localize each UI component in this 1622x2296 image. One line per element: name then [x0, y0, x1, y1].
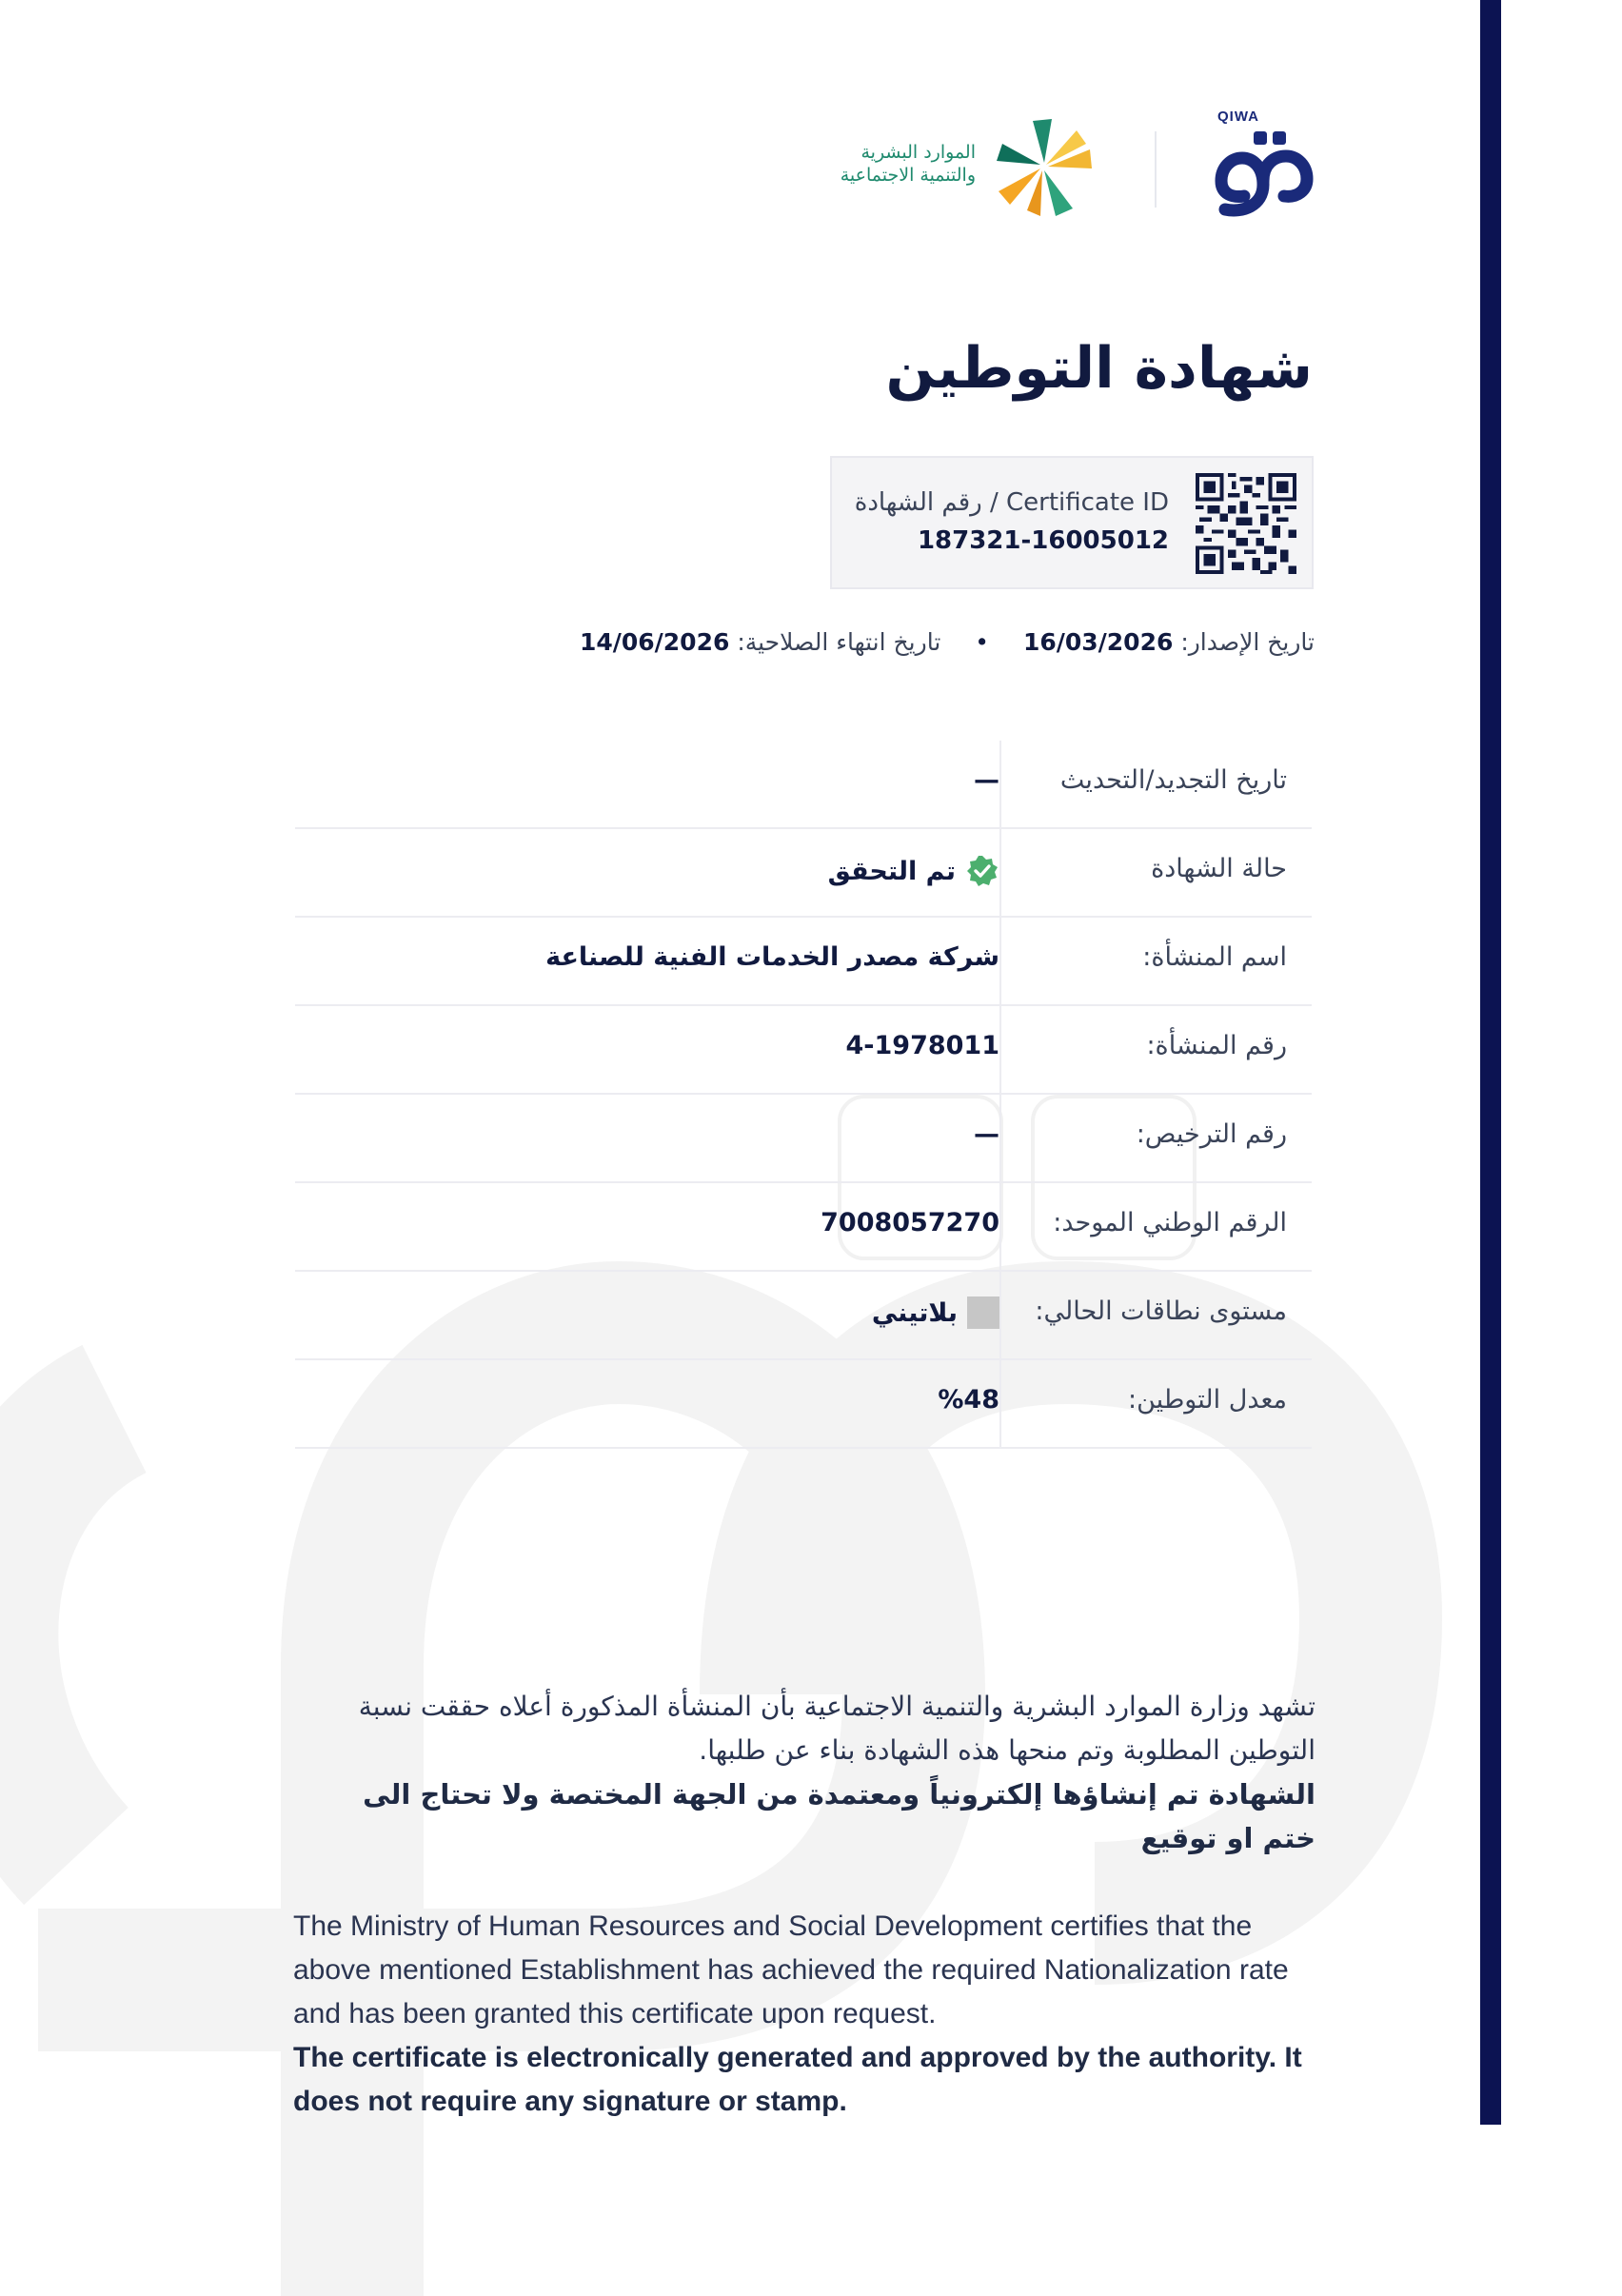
row-label: حالة الشهادة — [1151, 854, 1287, 883]
column-divider — [999, 829, 1001, 916]
qr-code-icon — [1196, 473, 1296, 574]
row-label: رقم الترخيص: — [1136, 1119, 1287, 1149]
expiry-date-label: تاريخ انتهاء الصلاحية: — [737, 628, 941, 656]
certificate-details-table — [295, 741, 1312, 1449]
details-row-establishment-name — [295, 918, 1312, 1006]
column-divider — [999, 1095, 1001, 1181]
ministry-star-logo-icon — [987, 114, 1101, 219]
nitaqat-level-value — [872, 1296, 999, 1329]
row-value: 7008057270 — [821, 1208, 999, 1237]
column-divider — [999, 1272, 1001, 1358]
arabic-statement-bold: الشهادة تم إنشاؤها إلكترونياً ومعتمدة من الجهة المختصة ولا تحتاج الى ختم او توقيع — [363, 1778, 1315, 1854]
details-row-license-number — [295, 1095, 1312, 1183]
ministry-logo-text — [841, 141, 976, 187]
certificate-id-box — [830, 456, 1314, 589]
header-logos — [800, 105, 1318, 219]
column-divider — [999, 741, 1001, 827]
column-divider — [999, 918, 1001, 1004]
details-row-saudization-rate — [295, 1360, 1312, 1449]
details-row-establishment-number — [295, 1006, 1312, 1095]
arabic-statement-text: تشهد وزارة الموارد البشرية والتنمية الاجتماعية بأن المنشأة المذكورة أعلاه حققت نسبة التوطين المطلوبة وتم منحها هذه الشهادة بناء عن طلبها. — [358, 1691, 1315, 1766]
column-divider — [999, 1183, 1001, 1270]
details-row-renewal-date — [295, 741, 1312, 829]
row-label: مستوى نطاقات الحالي: — [1035, 1296, 1287, 1326]
nitaqat-level-text: بلاتيني — [871, 1297, 958, 1328]
row-value: شركة مصدر الخدمات الفنية للصناعة — [545, 942, 999, 972]
ministry-logo-line2: والتنمية الاجتماعية — [840, 165, 976, 186]
platinum-level-swatch — [967, 1296, 999, 1329]
qiwa-tag: QIWA — [1217, 109, 1259, 125]
row-value: — — [974, 1119, 999, 1149]
column-divider — [999, 1360, 1001, 1447]
row-label: اسم المنشأة: — [1142, 942, 1287, 972]
english-statement-bold: The certificate is electronically generated and approved by the authority. It does not require any signature or stamp. — [293, 2042, 1302, 2117]
accent-side-bar — [1480, 0, 1501, 2125]
details-row-status — [295, 829, 1312, 918]
row-label: رقم المنشأة: — [1146, 1031, 1287, 1060]
verified-check-icon — [965, 854, 999, 888]
dates-separator: • — [975, 628, 989, 656]
ministry-logo-line1: الموارد البشرية — [860, 142, 976, 163]
certificate-id-value: 187321-16005012 — [917, 526, 1169, 555]
arabic-statement — [305, 1685, 1315, 1860]
status-text: تم التحقق — [827, 856, 956, 886]
row-label: معدل التوطين: — [1128, 1385, 1287, 1415]
details-row-unified-national-number — [295, 1183, 1312, 1272]
row-label: تاريخ التجديد/التحديث — [1059, 765, 1287, 795]
validity-dates — [580, 628, 1315, 656]
status-value — [828, 854, 999, 888]
row-label: الرقم الوطني الموحد: — [1053, 1208, 1287, 1237]
row-value: 4-1978011 — [845, 1031, 999, 1060]
english-statement-text: The Ministry of Human Resources and Social Development certifies that the above mentioned Establishment has achieved the required Nationalization rate and has been granted this certificate upon request. — [293, 1910, 1289, 2029]
row-value: %48 — [938, 1385, 999, 1415]
issue-date-value: 16/03/2026 — [1022, 628, 1174, 656]
qiwa-logo-icon — [1204, 114, 1318, 219]
certificate-id-label: رقم الشهادة / Certificate ID — [854, 488, 1169, 517]
row-value: — — [974, 765, 999, 795]
expiry-date-value: 14/06/2026 — [579, 628, 730, 656]
details-row-nitaqat-level — [295, 1272, 1312, 1360]
page-title: شهادة التوطين — [885, 335, 1313, 402]
english-statement — [293, 1905, 1316, 2124]
logo-divider — [1155, 131, 1157, 208]
column-divider — [999, 1006, 1001, 1093]
issue-date-label: تاريخ الإصدار: — [1180, 628, 1315, 656]
